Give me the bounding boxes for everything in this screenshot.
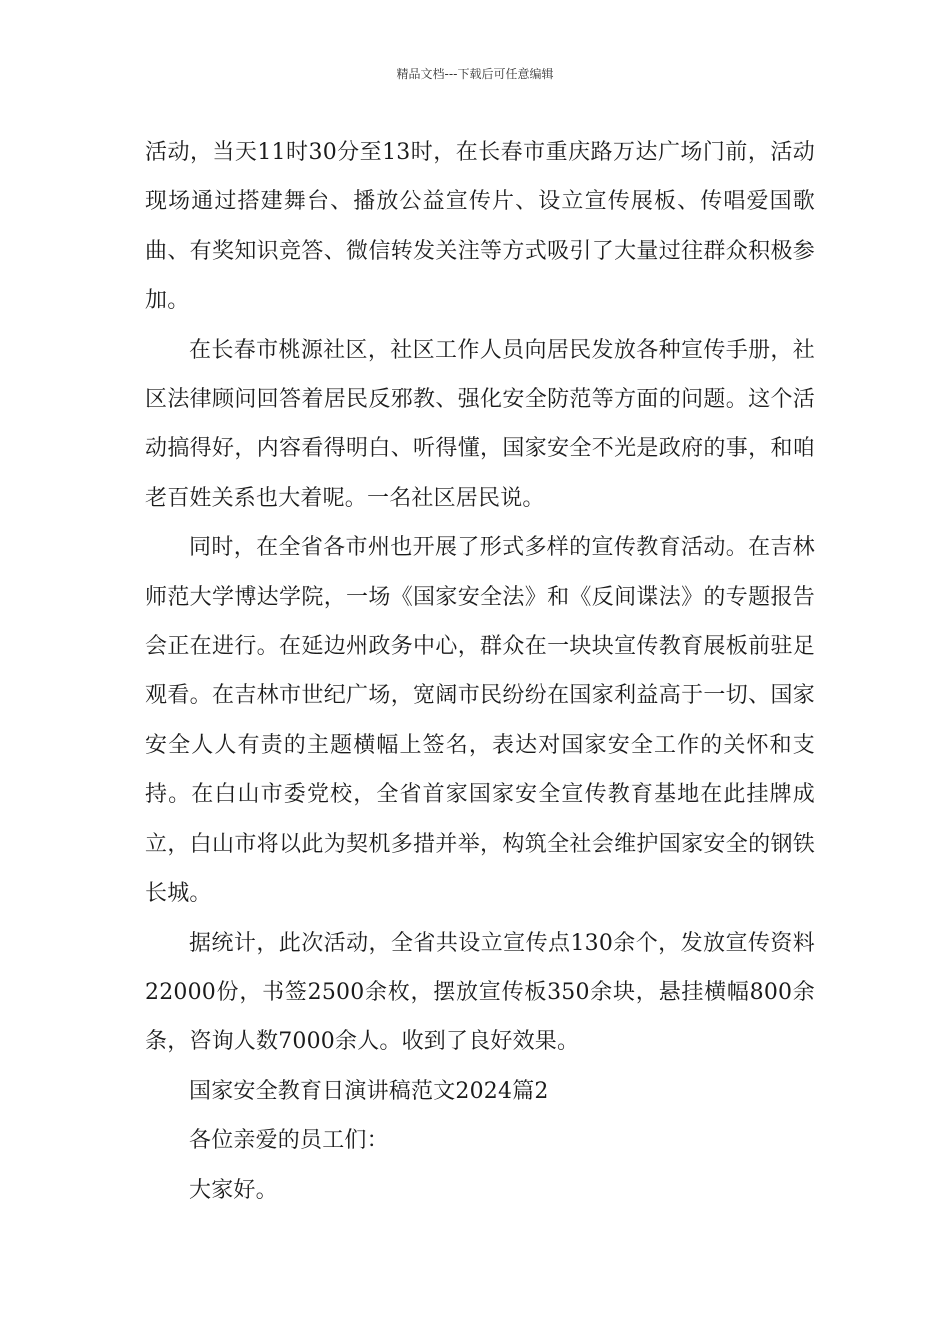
paragraph-statistics: 据统计，此次活动，全省共设立宣传点130余个，发放宣传资料22000份，书签2500余枚，摆放宣传板350余块，悬挂横幅800余条，咨询人数7000余人。收到了良好效果。	[145, 930, 815, 1055]
document-body	[145, 128, 815, 1215]
salutation: 各位亲爱的员工们：	[189, 1128, 389, 1154]
page-header: 精品文档---下载后可任意编辑	[396, 67, 554, 81]
paragraph-province-activities: 同时，在全省各市州也开展了形式多样的宣传教育活动。在吉林师范大学博达学院，一场《国家安全法》和《反间谍法》的专题报告会正在进行。在延边州政务中心，群众在一块块宣传教育展板前驻足观看。在吉林市世纪广场，宽阔市民纷纷在国家利益高于一切、国家安全人人有责的主题横幅上签名，表达对国家安全工作的关怀和支持。在白山市委党校，全省首家国家安全宣传教育基地在此挂牌成立，白山市将以此为契机多措并举，构筑全社会维护国家安全的钢铁长城。	[145, 535, 815, 907]
paragraph-community: 在长春市桃源社区，社区工作人员向居民发放各种宣传手册，社区法律顾问回答着居民反邪教、强化安全防范等方面的问题。这个活动搞得好，内容看得明白、听得懂，国家安全不光是政府的事，和咱老百姓关系也大着呢。一名社区居民说。	[145, 337, 815, 511]
greeting: 大家好。	[189, 1177, 278, 1203]
paragraph-continuation: 活动，当天11时30分至13时，在长春市重庆路万达广场门前，活动现场通过搭建舞台、播放公益宣传片、设立宣传展板、传唱爱国歌曲、有奖知识竞答、微信转发关注等方式吸引了大量过往群众积极参加。	[145, 140, 815, 314]
section-title: 国家安全教育日演讲稿范文2024篇2	[189, 1078, 549, 1104]
